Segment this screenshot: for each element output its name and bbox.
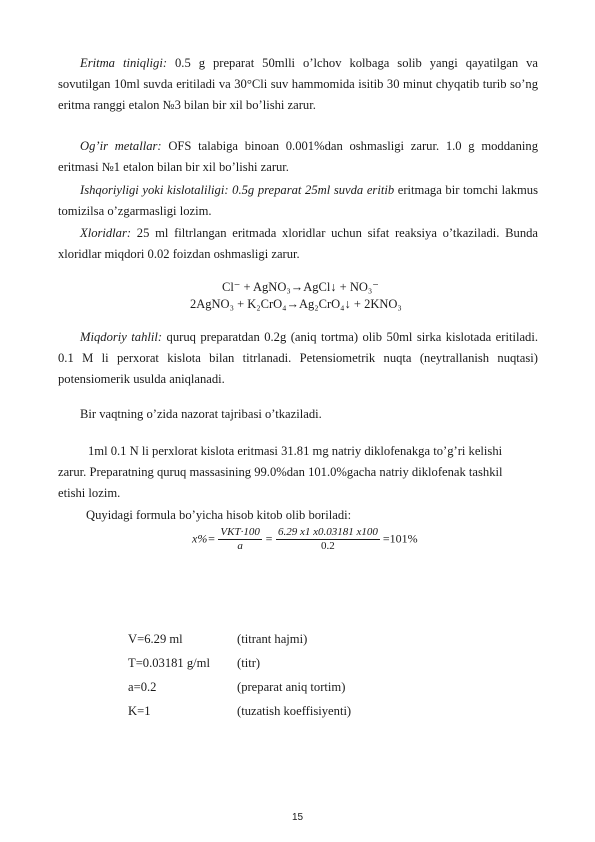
variable-symbol: V=6.29 ml [128, 632, 183, 646]
variable-meaning: (tuzatish koeffisiyenti) [237, 704, 352, 718]
variable-legend [128, 627, 351, 723]
paragraph-heading: Xloridlar: [80, 226, 132, 240]
paragraph-text: 0.5 g preparat 50mlli o’lchov kolbaga solib yangi qayatilgan va sovutilgan 10ml suvda eritiladi va 30°Cli suv hammomida isitib 30 minut chyqatib turib so’ng eritma ranggi etalon №3 bilan bir xil bo’lishi zarur. [58, 56, 538, 112]
paragraph-heading: Eritma tiniqligi: [80, 56, 168, 70]
variable-row [128, 699, 351, 723]
paragraph-heading: Og’ir metallar: [80, 139, 162, 153]
variable-row [128, 675, 351, 699]
paragraph-titre-equivalence: 1ml 0.1 N li perxlorat kislota eritmasi 31.81 mg natriy diklofenakga to’g’ri kelishi zarur. Preparatning quruq massasining 99.0%dan 101.0%gacha natriy diklofenak tashkil etishi lozim. [58, 444, 503, 500]
variable-row [128, 651, 351, 675]
paragraph-alkalinity [58, 180, 538, 222]
formula-fraction-general [218, 526, 261, 553]
formula-lhs: x%= [192, 531, 216, 546]
paragraph-solution-clarity [58, 53, 538, 116]
fraction-denominator: 0.2 [321, 540, 335, 552]
paragraph-chlorides [58, 223, 538, 265]
paragraph-text: eritmaga bir tomchi lakmus tomizilsa o’zgarmasligi lozim. [58, 183, 538, 218]
formula-result: =101% [382, 531, 418, 546]
paragraph-heading: Miqdoriy tahlil: [80, 330, 163, 344]
fraction-numerator: VKT·100 [220, 526, 260, 538]
variable-symbol: T=0.03181 g/ml [128, 656, 210, 670]
variable-symbol: a=0.2 [128, 680, 157, 694]
paragraph-formula-intro: Quyidagi formula bo’yicha hisob kitob olib boriladi: [86, 508, 352, 522]
paragraph-text: 25 ml filtrlangan eritmada xloridlar uchun sifat reaksiya o’tkaziladi. Bunda xloridlar miqdori 0.02 foizdan oshmasligi zarur. [58, 226, 538, 261]
paragraph-control-test: Bir vaqtning o’zida nazorat tajribasi o’tkaziladi. [80, 407, 322, 421]
fraction-denominator: a [237, 540, 243, 552]
paragraph-text: quruq preparatdan 0.2g (aniq tortma) olib 50ml sirka kislotada eritiladi. 0.1 M li perxorat kislota bilan titrlanadi. Petensiometrik nuqta (neytrallanish nuqtasi) potensiomerik usulda aniqlanadi. [58, 330, 538, 386]
page-number: 15 [291, 812, 304, 823]
variable-symbol: K=1 [128, 704, 151, 718]
variable-meaning: (titr) [237, 656, 261, 670]
paragraph-heading: Ishqoriyligi yoki kislotaliligi: 0.5g preparat 25ml suvda eritib [80, 183, 395, 197]
formula-equals: = [264, 531, 273, 546]
paragraph-text: OFS talabiga binoan 0.001%dan oshmasligi zarur. 1.0 g moddaning eritmasi №1 etalon bilan bir xil bo’lishi zarur. [58, 139, 538, 174]
paragraph-heavy-metals [58, 136, 538, 178]
reaction-equation-1: Cl⁻ + AgNO₃→AgCl↓ + NO₃⁻ [222, 280, 379, 294]
reaction-equation-2: 2AgNO₃ + K₂CrO₄→Ag₂CrO₄↓ + 2KNO₃ [190, 297, 402, 311]
paragraph-assay [58, 327, 538, 390]
variable-meaning: (titrant hajmi) [237, 632, 308, 646]
variable-meaning: (preparat aniq tortim) [237, 680, 346, 694]
fraction-numerator: 6.29 x1 x0.03181 x100 [277, 526, 378, 538]
calculation-formula [192, 526, 418, 553]
variable-row [128, 627, 351, 651]
formula-fraction-values [276, 526, 380, 553]
